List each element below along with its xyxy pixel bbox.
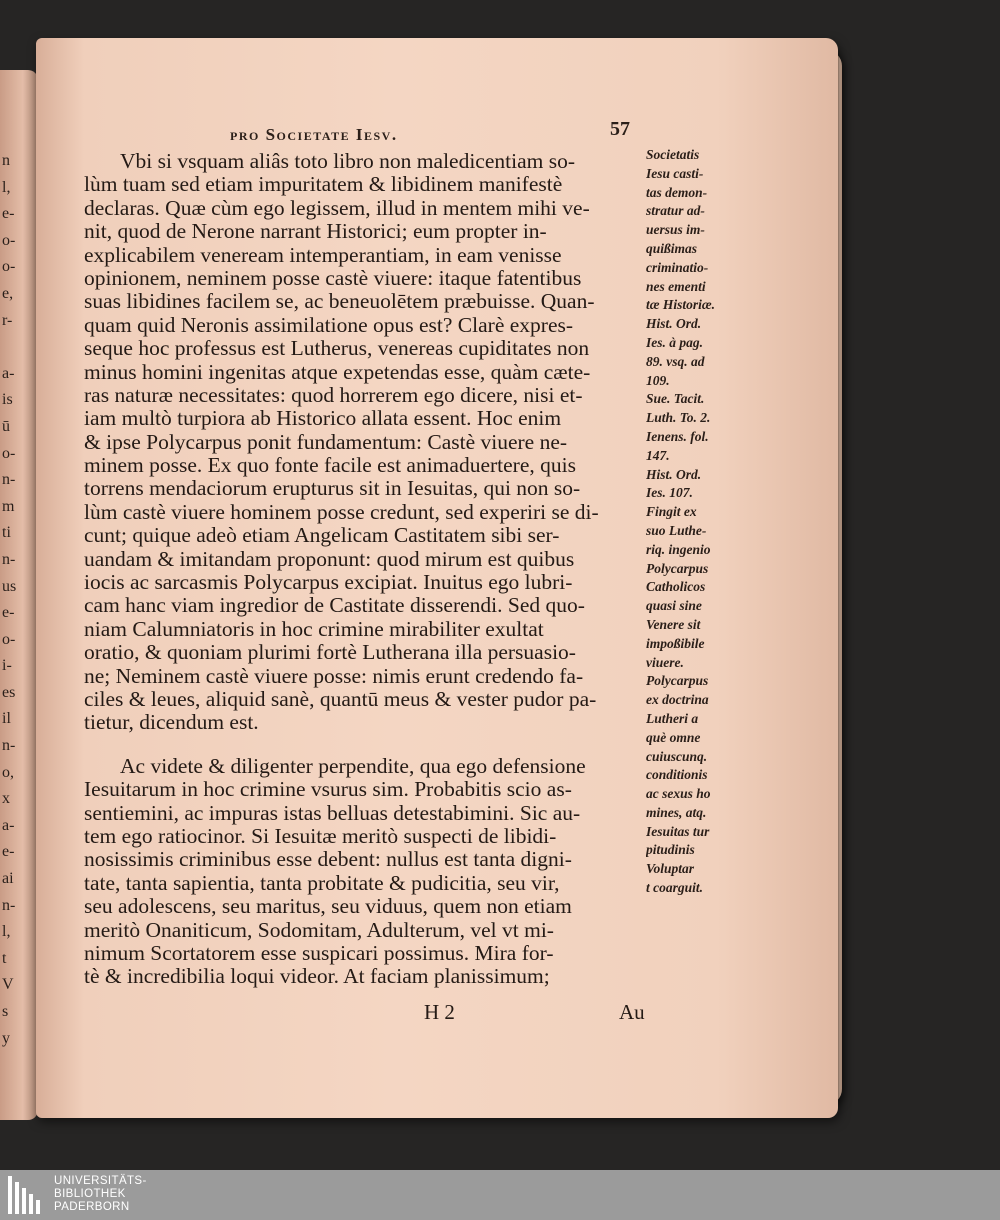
margin-note-line: ac sexus ho [646, 786, 711, 802]
text-line: oratio, & quoniam plurimi fortè Lutherana illa persuasio- [84, 641, 576, 665]
left-fragment: n- [2, 550, 16, 568]
margin-note-line: tas demon- [646, 184, 708, 200]
left-page-edge [0, 70, 38, 1120]
text-line: seque hoc professus est Lutherus, venereas cupiditates non [84, 337, 590, 361]
margin-note-line: nes ementi [646, 278, 706, 294]
left-fragment: il [2, 710, 11, 728]
text-line: sentiemini, ac impuras istas belluas detestabimini. Sic au- [84, 801, 581, 825]
text-line: & ipse Polycarpus ponit fundamentum: Castè viuere ne- [84, 430, 568, 454]
left-fragment: e, [2, 284, 14, 302]
text-line: minem posse. Ex quo fonte facile est animaduertere, quis [84, 454, 576, 478]
library-logo-text [54, 1175, 147, 1214]
text-line: Iesuitarum in hoc crimine vsurus sim. Probabitis scio as- [84, 778, 572, 802]
margin-note-line: Ies. 107. [646, 485, 693, 501]
text-line: quam quid Neronis assimilatione opus est? Clarè expres- [84, 313, 574, 337]
margin-note-line: stratur ad- [646, 203, 705, 219]
text-line: cunt; quique adeò etiam Angelicam Castitatem sibi ser- [84, 524, 560, 548]
margin-note-line: criminatio- [646, 259, 709, 275]
text-line: tietur, dicendum est. [84, 711, 259, 735]
margin-note-line: viuere. [646, 654, 684, 670]
text-line: tate, tanta sapientia, tanta probitate & pudicitia, seu vir, [84, 871, 560, 895]
margin-note-line: quasi sine [646, 598, 702, 614]
left-fragment: ti [2, 524, 11, 542]
margin-note-line: Voluptar [646, 861, 695, 877]
catchword: Au [619, 1000, 645, 1024]
left-fragment: y [2, 1029, 10, 1047]
page-footer [84, 1000, 644, 1026]
left-fragment: o- [2, 258, 16, 276]
left-fragment: n [2, 152, 10, 169]
left-fragment: m [2, 497, 15, 515]
left-fragment: o- [2, 231, 16, 249]
paragraph-2 [84, 755, 644, 989]
left-fragment: x [2, 790, 10, 808]
text-line: explicabilem veneream intemperantiam, in eam venisse [84, 243, 562, 267]
text-line: declaras. Quæ cùm ego legissem, illud in mentem mihi ve- [84, 196, 590, 220]
text-line: iocis ac sarcasmis Polycarpus excipiat. Inuitus ego lubri- [84, 571, 573, 595]
margin-note-line: tæ Historiæ. [646, 297, 716, 313]
margin-note-line: Hist. Ord. [646, 316, 702, 332]
left-fragment: n- [2, 471, 16, 489]
text-line: ciles & leues, aliquid sanè, quantū meus & vester pudor pa- [84, 687, 597, 711]
margin-note-line: Lutheri a [646, 710, 699, 726]
margin-note-line: Fingit ex [646, 504, 697, 520]
margin-note-line: Iesuitas tur [646, 823, 710, 839]
left-fragment: is [2, 391, 13, 409]
left-fragment: r- [2, 311, 13, 329]
text-line: seu adolescens, seu maritus, seu viduus, quem non etiam [84, 895, 572, 919]
text-line: Vbi si vsquam aliâs toto libro non maledicentiam so- [120, 150, 576, 173]
left-fragment: e- [2, 205, 15, 223]
margin-note-line: Sue. Tacit. [646, 391, 705, 407]
logo-line-1: UNIVERSITÄTS- [54, 1175, 147, 1187]
left-fragment [2, 334, 32, 361]
margin-note-line: Hist. Ord. [646, 466, 702, 482]
margin-note-line: mines, atq. [646, 804, 707, 820]
left-fragment: a- [2, 364, 15, 382]
margin-note-line: riq. ingenio [646, 541, 711, 557]
left-fragment: i- [2, 657, 12, 675]
text-line: tè & incredibilia loqui videor. At faciam planissimum; [84, 965, 550, 989]
library-brand-bar [0, 1170, 1000, 1220]
text-line: Ac videte & diligenter perpendite, qua ego defensione [120, 754, 586, 778]
margin-note-line: ex doctrina [646, 692, 709, 708]
text-line: ne; Neminem castè viuere posse: nimis erunt credendo fa- [84, 664, 584, 688]
margin-note-line: 89. vsq. ad [646, 353, 705, 369]
left-fragment: e- [2, 843, 15, 861]
margin-note-line: suo Luthe- [646, 522, 707, 538]
text-line: nimum Scortatorem esse suspicari possimus. Mira for- [84, 941, 554, 965]
text-line: tem ego ratiocinor. Si Iesuitæ meritò suspecti de libidi- [84, 824, 557, 848]
left-fragment: s [2, 1003, 9, 1020]
logo-line-2: BIBLIOTHEK [54, 1188, 126, 1200]
margin-note-line: uersus im- [646, 222, 705, 238]
margin-note-line: Societatis [646, 147, 700, 162]
left-fragment: a- [2, 816, 15, 834]
margin-note-line: impoßibile [646, 635, 705, 651]
margin-note-line: Luth. To. 2. [646, 410, 711, 426]
text-line: cam hanc viam ingredior de Castitate disserendi. Sed quo- [84, 594, 585, 618]
logo-line-3: PADERBORN [54, 1201, 130, 1213]
running-head: pro Societate Iesv. [230, 125, 398, 144]
text-line: ras naturæ necessitates: quod horrerem ego dicere, nisi et- [84, 383, 583, 407]
text-line: minus homini ingenitas atque expetendas esse, quàm cæte- [84, 360, 591, 384]
left-fragment: l, [2, 178, 11, 196]
text-line: nit, quod de Nerone narrant Historici; eum propter in- [84, 220, 547, 244]
margin-note-line: Iesu casti- [646, 165, 704, 181]
left-fragment: o, [2, 763, 14, 781]
text-line: uandam & imitandam proponunt: quod mirum est quibus [84, 547, 575, 571]
library-logo-icon [8, 1176, 48, 1214]
left-fragment: n- [2, 896, 16, 914]
page-number: 57 [610, 118, 630, 140]
text-line: niam Calumniatoris in hoc crimine mirabiliter exultat [84, 617, 544, 641]
signature-mark: H 2 [424, 1000, 455, 1024]
margin-notes [646, 146, 736, 898]
margin-note-line: Ies. à pag. [646, 334, 703, 350]
margin-note-line: 109. [646, 372, 670, 388]
left-fragment: ai [2, 870, 14, 888]
body-text [84, 150, 644, 989]
left-fragment: o- [2, 630, 16, 648]
margin-note-line: cuiuscunq. [646, 748, 708, 764]
margin-note-line: pitudinis [646, 842, 695, 858]
margin-note-line: què omne [646, 729, 701, 745]
left-fragment: t [2, 949, 7, 967]
left-fragment: us [2, 577, 17, 595]
text-line: opinionem, neminem posse castè viuere: itaque fatentibus [84, 266, 582, 290]
margin-note-line: Catholicos [646, 579, 706, 595]
margin-note-line: 147. [646, 447, 670, 463]
left-fragment: es [2, 683, 16, 701]
text-line: suas libidines facilem se, ac beneuolētem præbuisse. Quan- [84, 290, 595, 314]
margin-note-line: Ienens. fol. [646, 428, 709, 444]
left-page-text-fragments [2, 148, 32, 1052]
margin-note-line: Polycarpus [646, 560, 709, 576]
left-fragment: e- [2, 604, 15, 622]
left-fragment: o- [2, 444, 16, 462]
left-fragment: V [2, 976, 14, 994]
text-line: iam multò turpiora ab Historico allata essent. Hoc enim [84, 407, 562, 431]
left-fragment: ū [2, 417, 10, 435]
text-line: lùm tuam sed etiam impuritatem & libidinem manifestè [84, 173, 563, 197]
text-line: nosissimis criminibus esse debent: nullus est tanta digni- [84, 848, 572, 872]
paragraph-1 [84, 150, 644, 735]
text-line: meritò Onaniticum, Sodomitam, Adulterum, vel vt mi- [84, 918, 554, 942]
margin-note-line: Venere sit [646, 616, 701, 632]
margin-note-line: Polycarpus [646, 673, 709, 689]
left-fragment: l, [2, 923, 11, 941]
text-line: torrens mendaciorum erupturus sit in Iesuitas, qui non so- [84, 477, 581, 501]
text-line: lùm castè viuere hominem posse credunt, sed experiri se di- [84, 500, 599, 524]
margin-note-line: t coarguit. [646, 880, 704, 896]
margin-note-line: conditionis [646, 767, 708, 783]
margin-note-line: quißimas [646, 240, 698, 256]
left-fragment: n- [2, 737, 16, 755]
